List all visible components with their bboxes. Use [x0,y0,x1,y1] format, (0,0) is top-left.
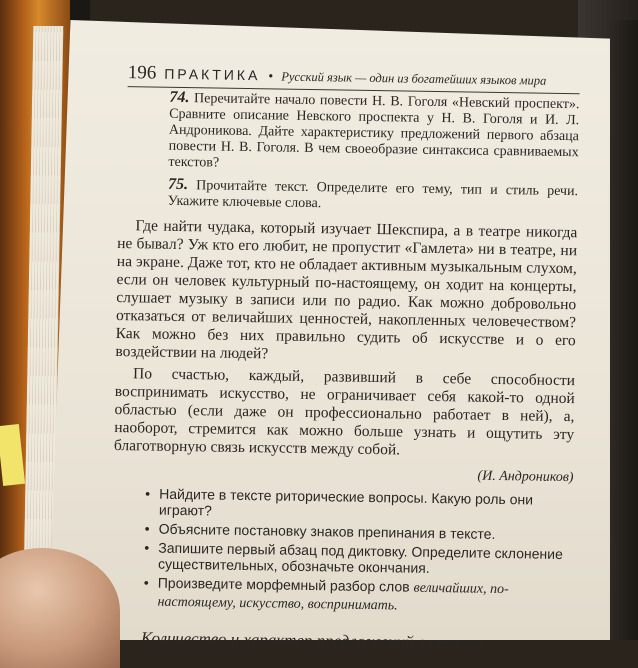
header-separator: • [268,69,274,85]
header-subtitle: Русский язык — один из богатейших языков мира [281,69,547,88]
task-words: величайших, по-настоящему, искусство, воспринимать. [157,580,509,614]
task-item [143,574,572,617]
passage-paragraph: Где найти чудака, который изучает Шекспира, а в театре никогда не бывал? Уж кто его любит, не пропустит «Гамлета» ни в театре, ни на экране. Даже тот, кто не обладает активным музыкальным слухом, если он человек культурный по-настоящему, он ходит на концерты, слушает музыку в записи или по радио. Как можно добровольно отказаться от величайших ценностей, накопленных человечеством? Как можно без них правильно судить об искусстве и о его воздействии на людей? [115,217,578,363]
page-text [111,62,580,655]
section-title: Количество и характер предложений в тексте [140,628,485,653]
task-item: • Запишите первый абзац под диктовку. Определите склонение существительных, обозначьте окончания. [144,539,572,578]
page-number: 196 [127,62,157,84]
exercise-number: 74. [169,88,190,107]
exercise-75 [168,177,578,216]
exercise-text: Прочитайте текст. Определите его тему, тип и стиль речи. Укажите ключевые слова. [167,178,579,212]
page-gutter-shadow [608,20,638,640]
task-prefix: Произведите морфемный разбор слов [157,574,414,595]
passage [113,217,577,486]
exercise-text: Перечитайте начало повести Н. В. Гоголя «Невский проспект». Сравните описание Невского проспекта у Н. В. Гоголя и И. Л. Андроникова. Дайте характеристику предложений первого абзаца повести Н. В. Гоголя. В чем своеобразие синтаксиса сравниваемых текстов? [168,91,580,171]
exercise-74 [168,90,579,177]
task-item: • Найдите в тексте риторические вопросы. Какую роль они играют? [145,485,573,524]
passage-author: (И. Андроников) [477,468,574,486]
exercise-number: 75. [167,175,189,194]
header-title: ПРАКТИКА [164,65,261,84]
task-list [111,485,573,617]
task-item: • Объясните постановку знаков препинания в тексте. [145,520,573,543]
passage-paragraph: По счастью, каждый, развивший в себе способности воспринимать искусство, не ограничивает себя какой-то одной областью (если даже он профессионально работает в ней), а, наоборот, стремится как можно больше узнать и ощутить эту благотворную связь искусств между собой. [113,365,576,459]
